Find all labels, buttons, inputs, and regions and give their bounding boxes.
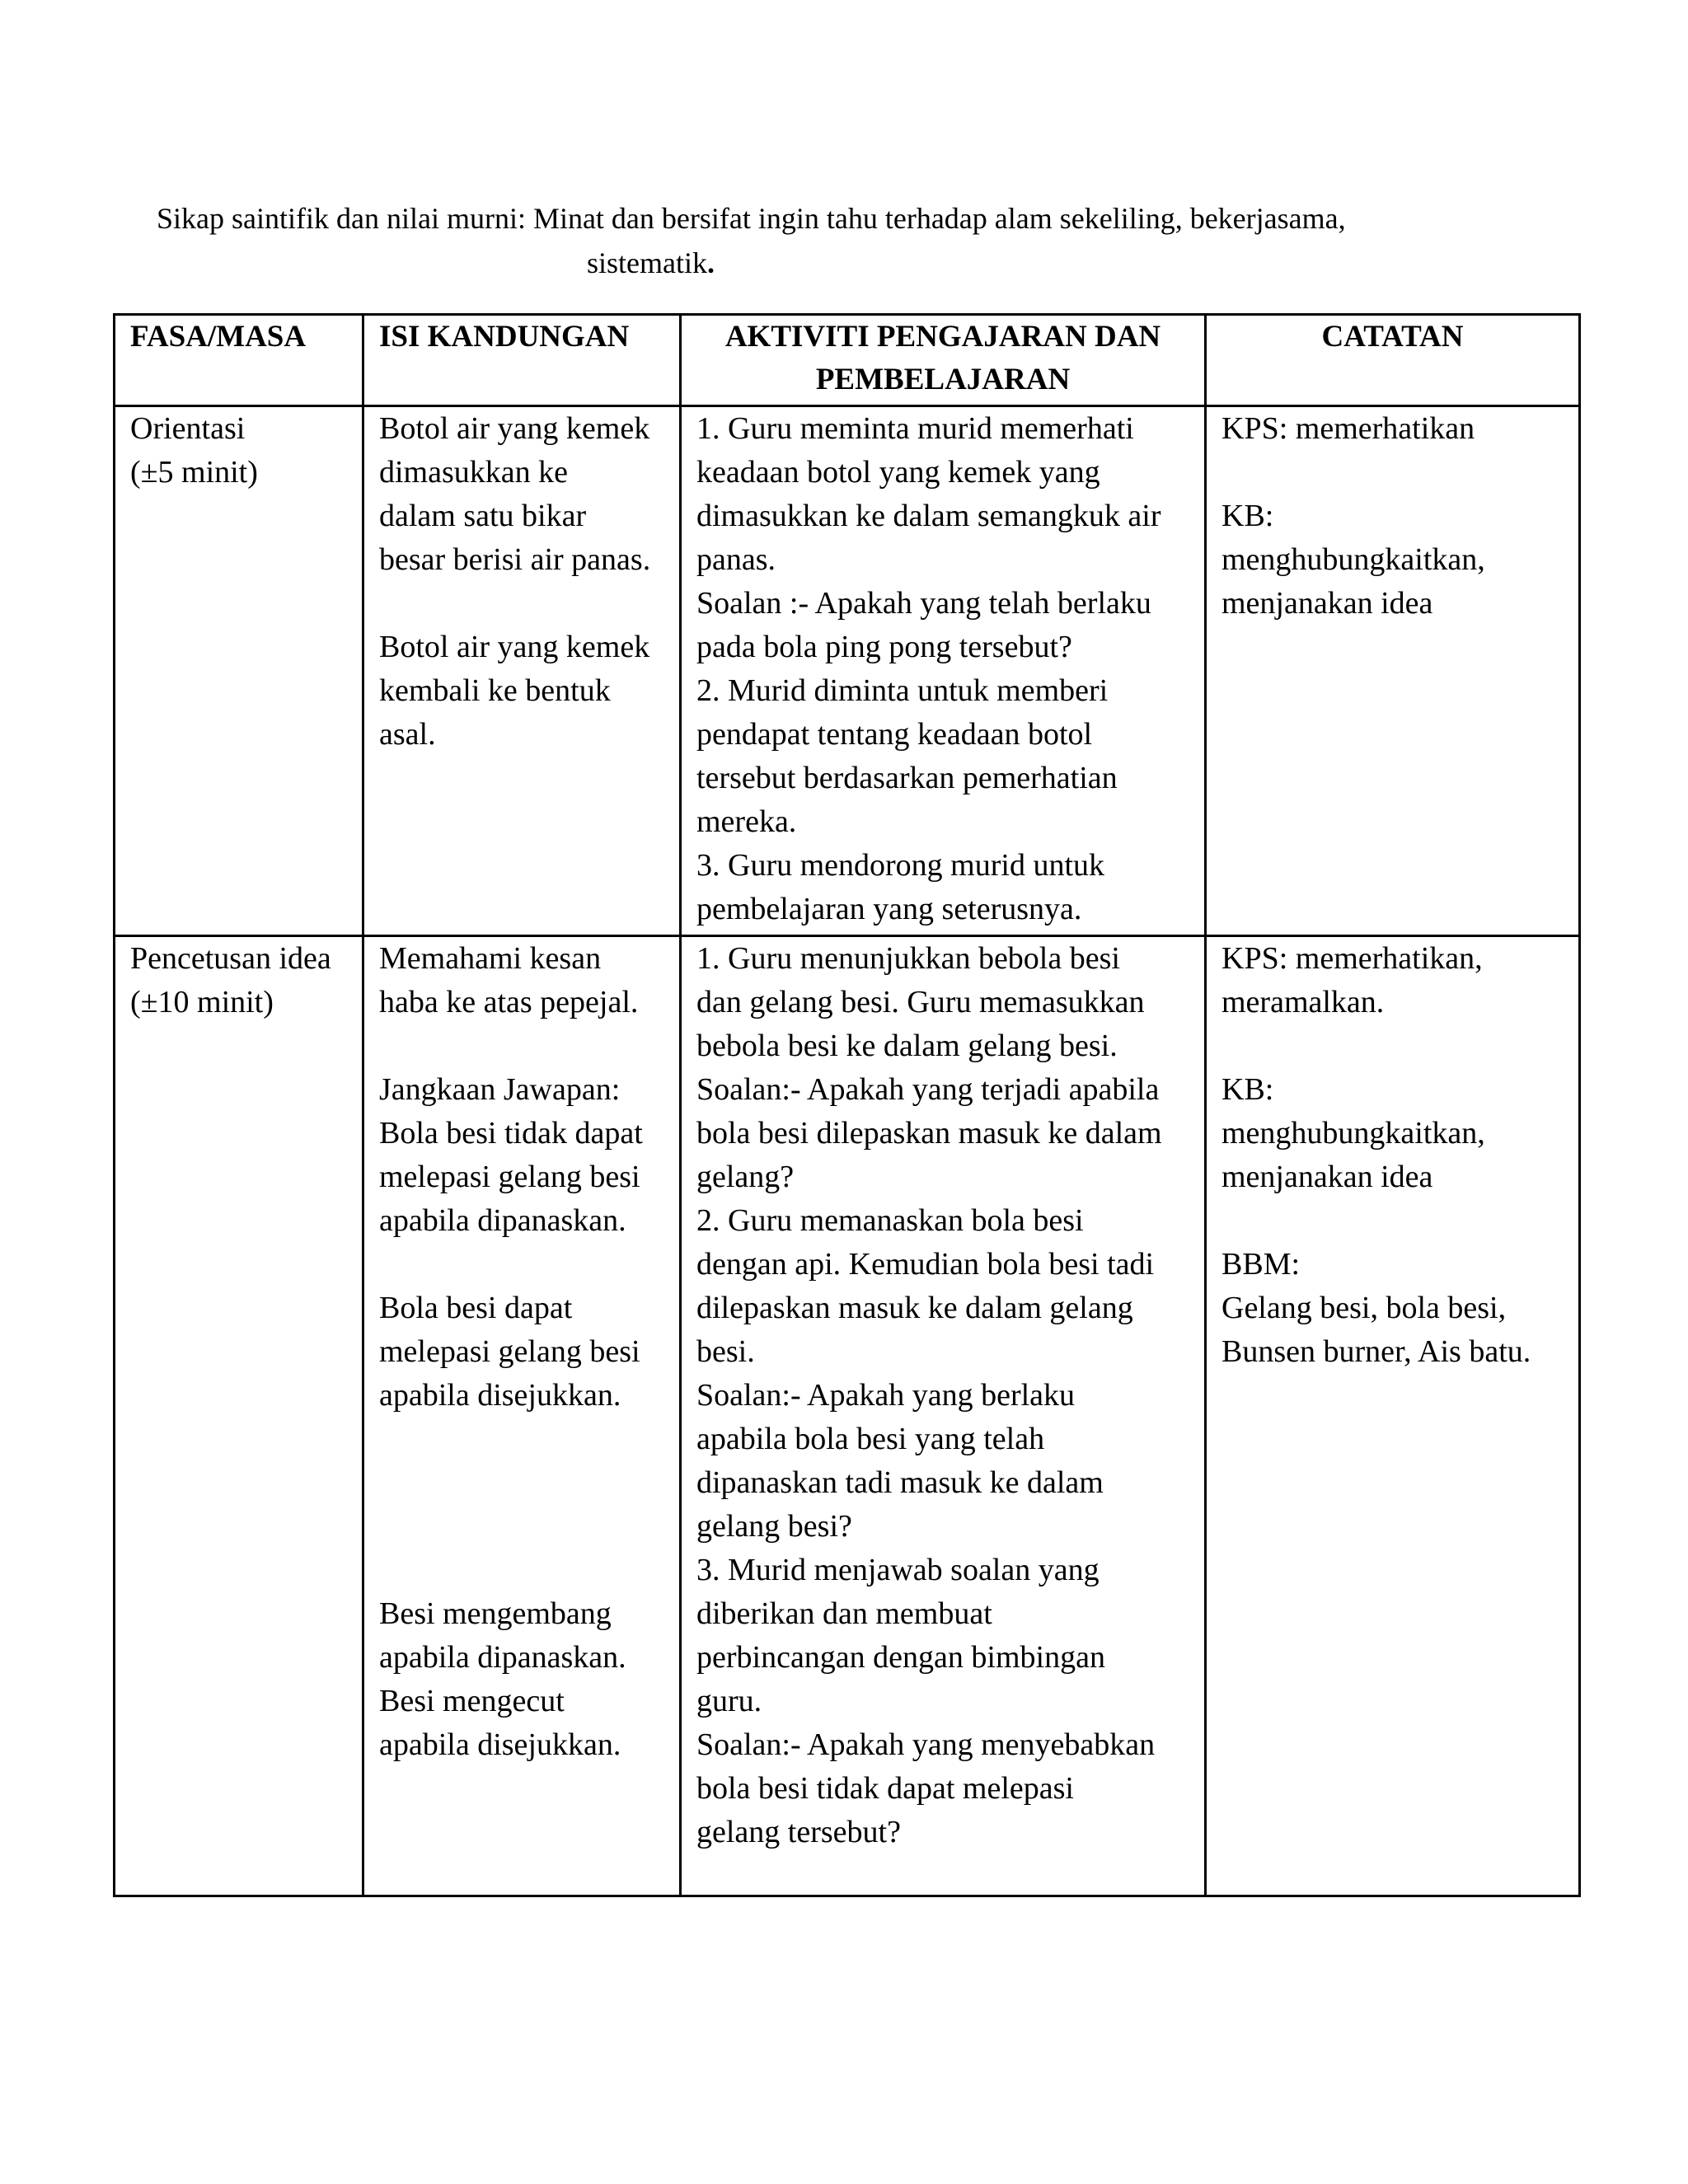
text-line: Pencetusan idea — [130, 941, 331, 976]
cell-catatan — [1206, 406, 1580, 936]
intro-line-1: Sikap saintifik dan nilai murni: Minat dan bersifat ingin tahu terhadap alam sekeliling, bekerjasama, — [157, 202, 1346, 235]
cell-aktiviti — [681, 406, 1206, 936]
text-line — [379, 1461, 664, 1505]
text-line: gelang? — [696, 1160, 795, 1194]
text-line: melepasi gelang besi — [379, 1160, 640, 1194]
text-line: Soalan :- Apakah yang telah berlaku — [696, 586, 1151, 621]
text-line: Botol air yang kemek — [379, 411, 650, 446]
text-line: dimasukkan ke — [379, 455, 569, 490]
text-line: menjanakan idea — [1221, 1160, 1433, 1194]
text-line — [1221, 1024, 1564, 1068]
table-header-row — [115, 315, 1580, 406]
text-line: diberikan dan membuat — [696, 1596, 992, 1631]
text-line: kembali ke bentuk — [379, 673, 611, 708]
text-line: haba ke atas pepejal. — [379, 985, 639, 1019]
text-line: 3. Murid menjawab soalan yang — [696, 1553, 1100, 1587]
text-line: dan gelang besi. Guru memasukkan — [696, 985, 1145, 1019]
text-line: Soalan:- Apakah yang berlaku — [696, 1378, 1076, 1413]
text-line: 1. Guru menunjukkan bebola besi — [696, 941, 1120, 976]
text-line: BBM: — [1221, 1247, 1301, 1282]
text-line: dimasukkan ke dalam semangkuk air — [696, 499, 1161, 533]
header-isi-kandungan: ISI KANDUNGAN — [363, 315, 681, 406]
text-line: pada bola ping pong tersebut? — [696, 630, 1072, 664]
text-line: dalam satu bikar — [379, 499, 587, 533]
text-line: Bola besi tidak dapat — [379, 1116, 643, 1151]
text-line: (±5 minit) — [130, 455, 258, 490]
text-line: perbincangan dengan bimbingan — [696, 1640, 1105, 1675]
text-line: KPS: memerhatikan, — [1221, 941, 1483, 976]
text-line: KB: — [1221, 1072, 1274, 1107]
text-line: meramalkan. — [1221, 985, 1385, 1019]
text-line: KPS: memerhatikan — [1221, 411, 1475, 446]
text-line: menjanakan idea — [1221, 586, 1433, 621]
text-line: menghubungkaitkan, — [1221, 1116, 1485, 1151]
text-line: KB: — [1221, 499, 1274, 533]
text-line: Memahami kesan — [379, 941, 602, 976]
text-line: (±10 minit) — [130, 985, 274, 1019]
text-line: pembelajaran yang seterusnya. — [696, 892, 1082, 926]
text-line: dipanaskan tadi masuk ke dalam — [696, 1465, 1104, 1500]
cell-catatan — [1206, 936, 1580, 1896]
text-line: gelang tersebut? — [696, 1815, 901, 1849]
table-row — [115, 936, 1580, 1896]
text-line: tersebut berdasarkan pemerhatian — [696, 761, 1118, 795]
text-line — [379, 1505, 664, 1549]
text-line: Besi mengecut — [379, 1684, 565, 1718]
cell-isi-kandungan — [363, 936, 681, 1896]
cell-fasa-masa — [115, 406, 363, 936]
text-line — [379, 1243, 664, 1286]
text-line — [379, 1418, 664, 1461]
header-catatan: CATATAN — [1206, 315, 1580, 406]
text-line: dilepaskan masuk ke dalam gelang — [696, 1291, 1133, 1325]
text-line: bola besi dilepaskan masuk ke dalam — [696, 1116, 1162, 1151]
text-line: besar berisi air panas. — [379, 542, 651, 577]
text-line: melepasi gelang besi — [379, 1334, 640, 1369]
text-line: Besi mengembang — [379, 1596, 612, 1631]
text-line: 2. Guru memanaskan bola besi — [696, 1203, 1084, 1238]
intro-line-2: sistematik. — [587, 246, 715, 279]
text-line: apabila disejukkan. — [379, 1378, 621, 1413]
text-line: guru. — [696, 1684, 762, 1718]
text-line: keadaan botol yang kemek yang — [696, 455, 1100, 490]
text-line: apabila dipanaskan. — [379, 1640, 626, 1675]
lesson-plan-table — [113, 313, 1581, 1897]
text-line: 3. Guru mendorong murid untuk — [696, 848, 1105, 883]
text-line: gelang besi? — [696, 1509, 852, 1544]
text-line: 2. Murid diminta untuk memberi — [696, 673, 1109, 708]
text-line: asal. — [379, 717, 436, 752]
text-line: panas. — [696, 542, 776, 577]
header-fasa-masa: FASA/MASA — [115, 315, 363, 406]
text-line — [379, 582, 664, 626]
table-row — [115, 406, 1580, 936]
text-line: apabila dipanaskan. — [379, 1203, 626, 1238]
text-line: Bunsen burner, Ais batu. — [1221, 1334, 1531, 1369]
text-line: Bola besi dapat — [379, 1291, 573, 1325]
text-line: 1. Guru meminta murid memerhati — [696, 411, 1134, 446]
cell-fasa-masa — [115, 936, 363, 1896]
header-aktiviti: AKTIVITI PENGAJARAN DAN PEMBELAJARAN — [681, 315, 1206, 406]
text-line: Orientasi — [130, 411, 246, 446]
text-line: Soalan:- Apakah yang terjadi apabila — [696, 1072, 1160, 1107]
cell-isi-kandungan — [363, 406, 681, 936]
intro-attitudes — [157, 196, 1508, 285]
text-line: menghubungkaitkan, — [1221, 542, 1485, 577]
text-line — [379, 1549, 664, 1592]
cell-aktiviti — [681, 936, 1206, 1896]
text-line — [1221, 451, 1564, 494]
text-line: bola besi tidak dapat melepasi — [696, 1771, 1074, 1806]
text-line: Botol air yang kemek — [379, 630, 650, 664]
text-line: dengan api. Kemudian bola besi tadi — [696, 1247, 1155, 1282]
text-line: Soalan:- Apakah yang menyebabkan — [696, 1727, 1156, 1762]
text-line — [379, 1024, 664, 1068]
text-line: Gelang besi, bola besi, — [1221, 1291, 1507, 1325]
text-line: pendapat tentang keadaan botol — [696, 717, 1093, 752]
text-line: mereka. — [696, 804, 797, 839]
text-line: bebola besi ke dalam gelang besi. — [696, 1029, 1118, 1063]
text-line: apabila disejukkan. — [379, 1727, 621, 1762]
text-line: besi. — [696, 1334, 755, 1369]
text-line — [1221, 1199, 1564, 1243]
text-line: Jangkaan Jawapan: — [379, 1072, 621, 1107]
text-line: apabila bola besi yang telah — [696, 1422, 1045, 1456]
